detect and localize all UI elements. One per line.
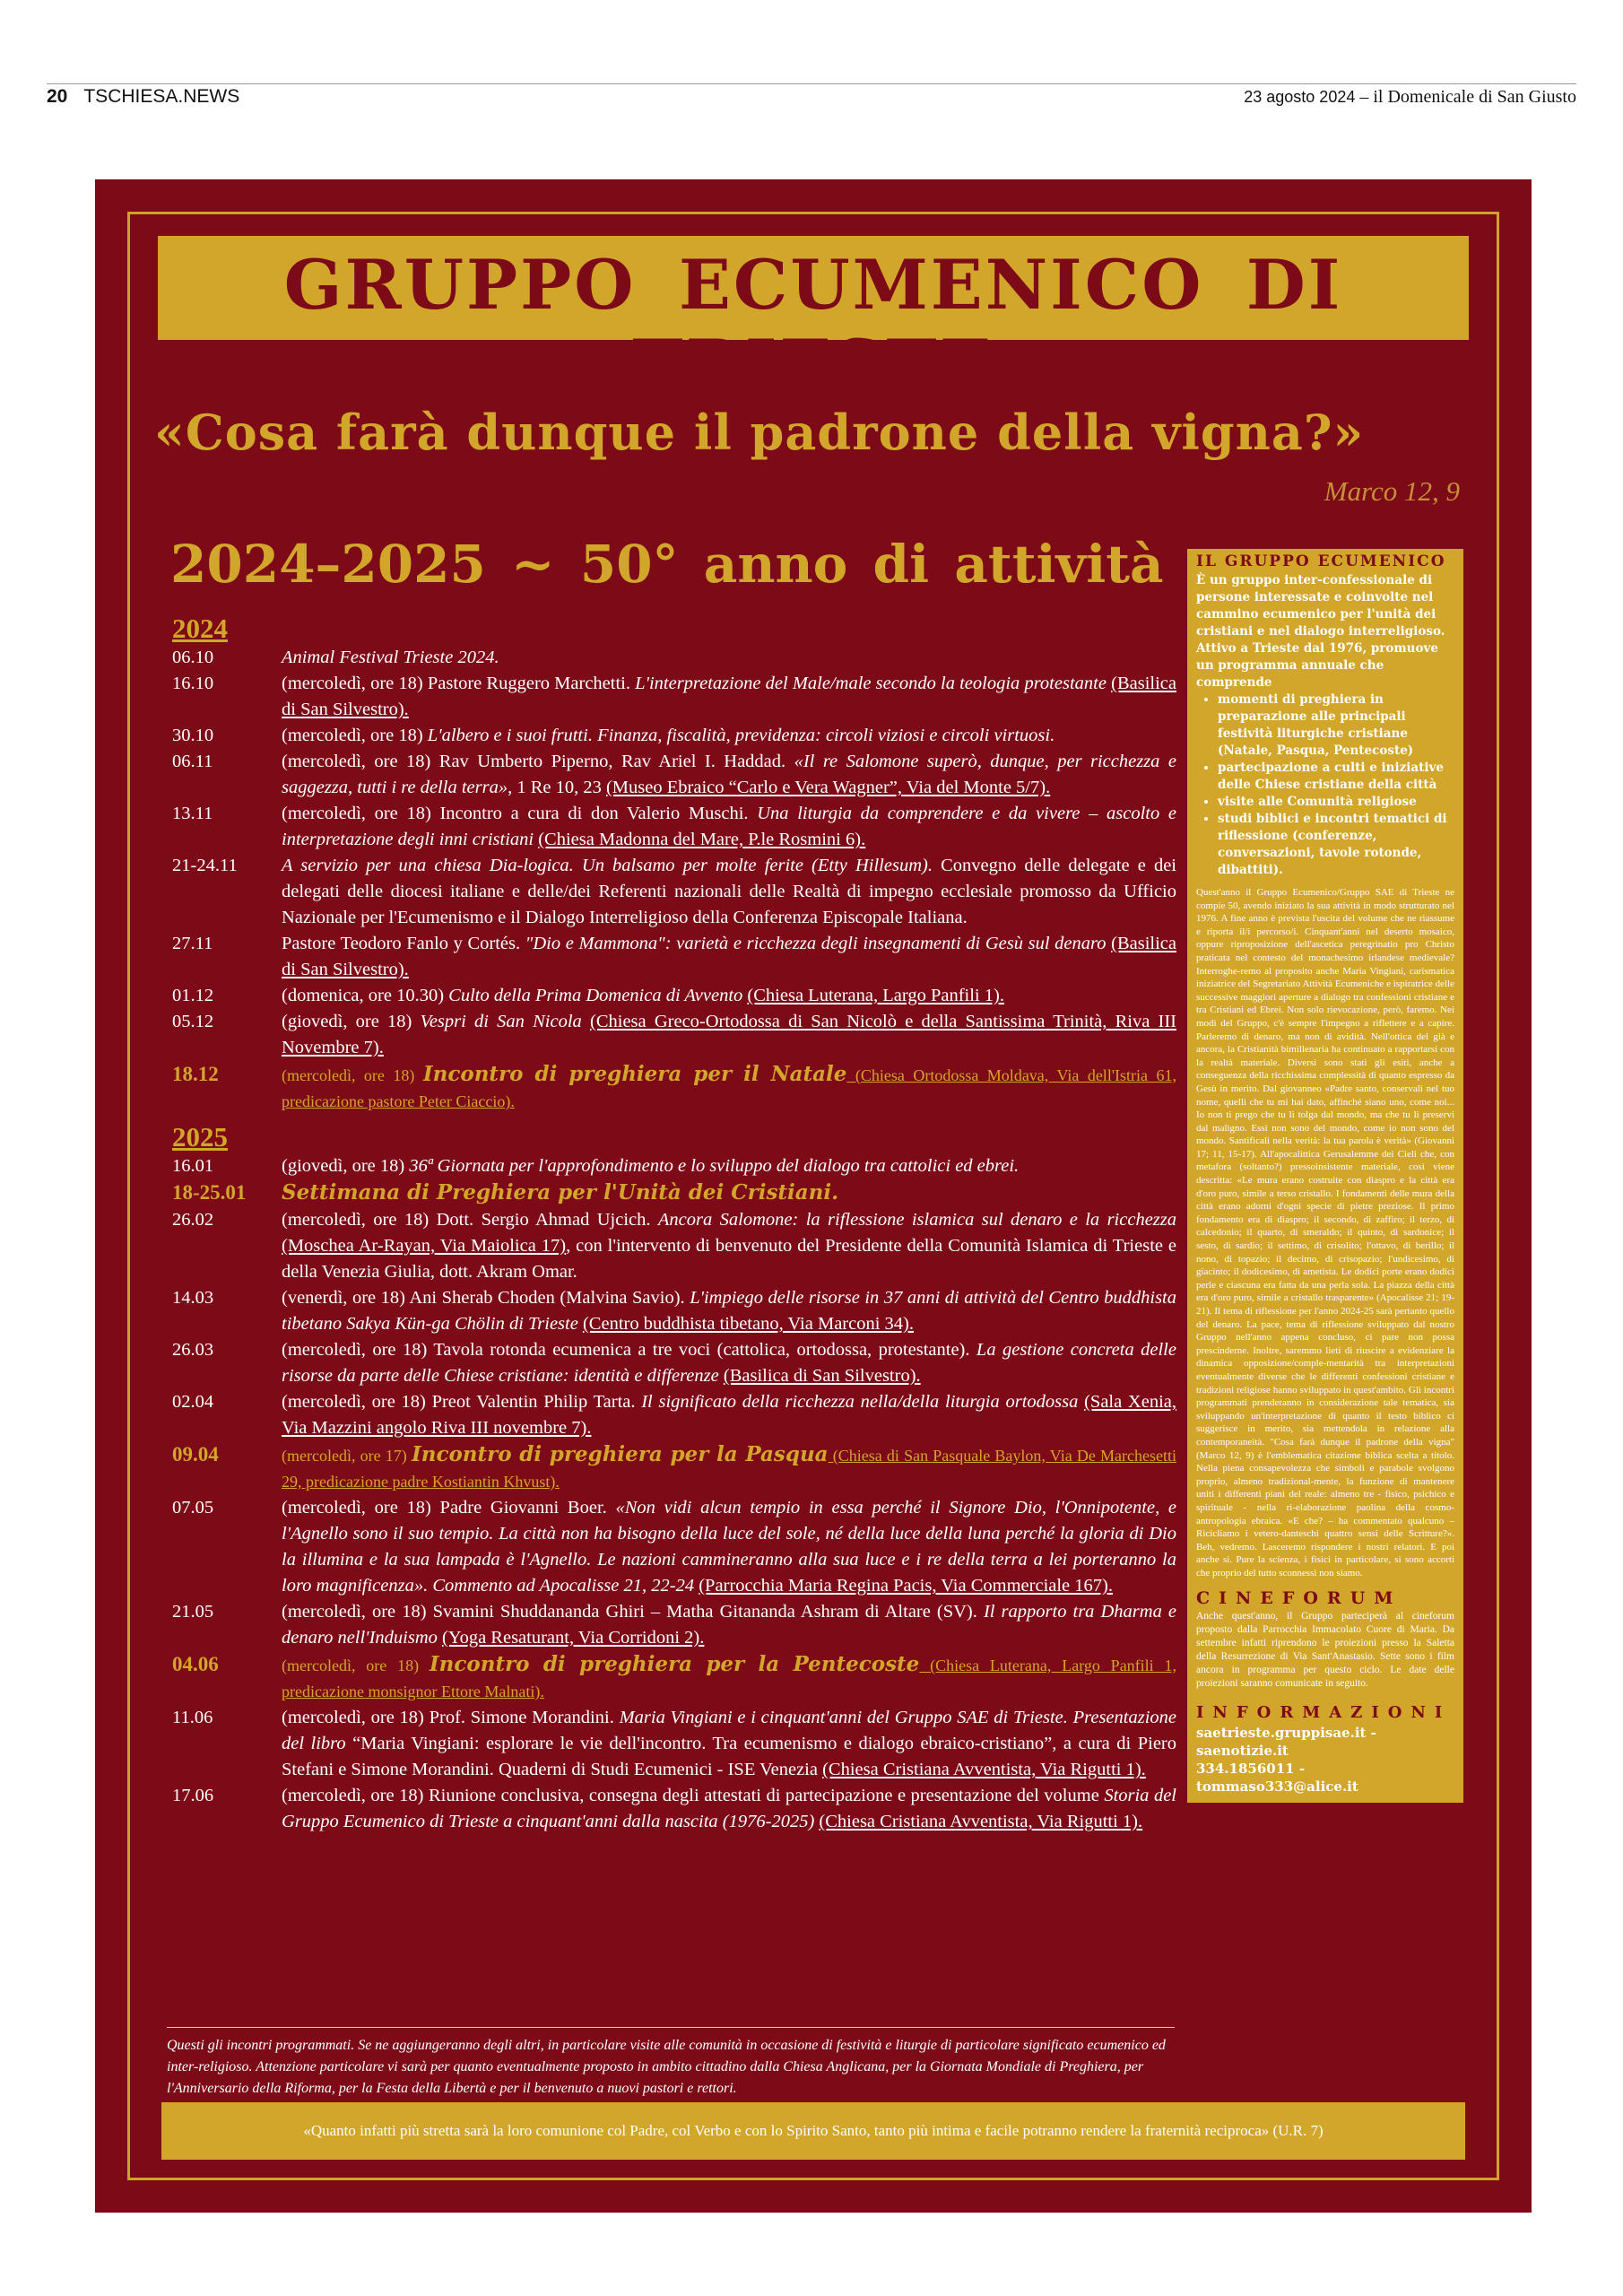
event-text: (mercoledì, ore 18) Preot Valentin Philip Tarta. — [282, 1392, 642, 1412]
issue-date: 23 agosto 2024 — [1244, 88, 1356, 106]
list-item — [172, 1599, 1176, 1651]
event-title: "Dio e Mammona": varietà e ricchezza degli insegnamenti di Gesù sul denaro — [525, 934, 1107, 953]
poster-quote: «Cosa farà dunque il padrone della vigna?» — [154, 404, 1365, 461]
list-item — [172, 645, 1176, 671]
event-description — [282, 723, 1176, 749]
event-date: 18.12 — [172, 1063, 219, 1085]
event-time: (mercoledì, ore 17) — [282, 1447, 412, 1465]
event-text: (mercoledì, ore 18) Tavola rotonda ecumenica a tre voci (cattolica, ortodossa, protestante). — [282, 1340, 976, 1360]
event-location: (Parrocchia Maria Regina Pacis, Via Commerciale 167). — [699, 1576, 1113, 1596]
event-description — [282, 1207, 1176, 1285]
event-location: (Basilica di San Silvestro). — [723, 1366, 921, 1386]
sidebar — [1187, 549, 1463, 1803]
year-heading-2025: 2025 — [172, 1121, 228, 1152]
event-title: L'impiego delle risorse in 37 anni di attività del Centro buddhista tibetano Sakya Kün-ga Chölin di Trieste — [282, 1288, 1177, 1334]
event-time: (mercoledì, ore 18) — [282, 1066, 423, 1084]
info-heading: INFORMAZIONI — [1196, 1703, 1452, 1723]
list-item — [172, 1337, 1176, 1389]
event-title: «Non vidi alcun tempio in essa perché il Signore Dio, l'Onnipotente, e l'Agnello sono il suo tempio. La città non ha bisogno della luce del sole, né della luce della luna perché la gloria di Dio la illumina e la sua lampada è l'Agnello. Le nazioni cammineranno alla sua luce e i re della terra a lei porteranno la loro magnificenza». Commento ad Apocalisse 21, 22-24 — [282, 1498, 1177, 1596]
event-description — [282, 671, 1176, 723]
event-text: (mercoledì, ore 18) Svamini Shuddananda Ghiri – Matha Gitananda Ashram di Altare (SV). — [282, 1602, 984, 1622]
event-description — [282, 1495, 1176, 1599]
event-description — [282, 853, 1176, 931]
event-text: (domenica, ore 10.30) — [282, 986, 449, 1005]
list-item — [172, 1495, 1176, 1599]
event-text: (mercoledì, ore 18) Rav Umberto Piperno, Rav Ariel I. Haddad. — [282, 752, 794, 771]
event-title: Una liturgia da comprendere e da vivere – ascolto e interpretazione degli inni cristiani — [282, 804, 1176, 849]
event-location: (Chiesa Cristiana Avventista, Via Rigutti 1). — [819, 1812, 1143, 1831]
highlight-event-pentecost — [172, 1651, 1176, 1705]
event-date: 16.01 — [172, 1156, 214, 1176]
event-text — [582, 1012, 590, 1031]
cineforum-heading: CINEFORUM — [1196, 1588, 1402, 1609]
event-text: (mercoledì, ore 18) Incontro a cura di don Valerio Muschi. — [282, 804, 758, 823]
event-text: , 1 Re 10, 23 — [508, 778, 606, 797]
event-date: 06.10 — [172, 648, 214, 667]
event-location: (Basilica di San Silvestro). — [282, 934, 1177, 979]
event-text: (mercoledì, ore 18) Padre Giovanni Boer. — [282, 1498, 616, 1518]
cineforum-body: Anche quest'anno, il Gruppo parteciperà al cineforum proposto dalla Parrocchia Immacolato Cuore di Maria. Da settembre infatti riprendono le proiezioni presso la Saletta della Resurrezione di Via Sant'Anastasio. Sette sono i film ancora in programma per questo ciclo. Le date delle proiezioni saranno comunicate in seguito. — [1196, 1611, 1454, 1690]
event-text: (mercoledì, ore 18) — [282, 726, 428, 745]
event-text: , con l'intervento di benvenuto del Presidente della Comunità Islamica di Trieste e della Venezia Giulia, dott. Akram Omar. — [282, 1236, 1176, 1282]
publication-name: – il Domenicale di San Giusto — [1359, 87, 1576, 107]
list-item — [172, 1285, 1176, 1337]
sidebar-intro — [1187, 570, 1463, 883]
event-title: Culto della Prima Domenica di Avvento — [448, 986, 743, 1005]
event-location: (Museo Ebraico “Carlo e Vera Wagner”, Via del Monte 5/7). — [605, 778, 1051, 797]
event-text: (mercoledì, ore 18) Dott. Sergio Ahmad Ujcich. — [282, 1210, 658, 1230]
event-date: 21-24.11 — [172, 856, 238, 875]
event-date: 07.05 — [172, 1498, 214, 1518]
list-item — [172, 723, 1176, 749]
page-number: 20 — [47, 86, 68, 107]
page-header-left — [47, 86, 239, 108]
event-location: (Chiesa Luterana, Largo Panfili 1, predicazione monsignor Ettore Malnati). — [282, 1657, 1176, 1700]
list-item: • momenti di preghiera in preparazione alle principali festività liturgiche cristiane (Natale, Pasqua, Pentecoste) — [1218, 691, 1454, 760]
event-date: 21.05 — [172, 1602, 214, 1622]
event-description — [282, 1389, 1176, 1441]
event-date: 04.06 — [172, 1653, 219, 1675]
poster-title: GRUPPO ECUMENICO DI TRIESTE — [283, 245, 1343, 404]
footer-quote: «Quanto infatti più stretta sarà la loro comunione col Padre, col Verbo e con lo Spirito Santo, tanto più intima e facile potranno rendere la fraternità reciproca» (U.R. 7) — [161, 2102, 1465, 2160]
event-date: 11.06 — [172, 1708, 213, 1727]
event-title: A servizio per una chiesa Dia-logica. Un balsamo per molte ferite (Etty Hillesum). — [282, 856, 933, 875]
info-phone-email: 334.1856011 - tommaso333@alice.it — [1196, 1761, 1358, 1796]
event-title: Ancora Salomone: la riflessione islamica sul denaro e la ricchezza — [657, 1210, 1177, 1230]
page-header-right — [1244, 87, 1576, 108]
event-text: Convegno delle delegate e dei delegati delle diocesi italiane e delle/dei Referenti nazionali delle Realtà di impegno ecclesiale promosso da Ufficio Nazionale per l'Ecumenismo e il Dialogo Interreligioso della Conferenza Episcopale Italiana. — [282, 856, 1176, 927]
events-2024 — [172, 645, 1176, 1061]
event-location: (Chiesa Greco-Ortodossa di San Nicolò e della Santissima Trinità, Riva III Novembre 7). — [282, 1012, 1177, 1057]
sidebar-intro-text: È un gruppo inter-confessionale di persone interessate e coinvolte nel cammino ecumenico per l'unità dei cristiani e nel dialogo interreligioso. Attivo a Trieste dal 1976, promuove un programma annuale che comprende — [1196, 573, 1445, 690]
sidebar-heading: IL GRUPPO ECUMENICO — [1196, 552, 1446, 570]
year-heading-2024: 2024 — [172, 613, 228, 644]
sidebar-body: Quest'anno il Gruppo Ecumenico/Gruppo SAE di Trieste ne compie 50, avendo iniziato la sua attività in modo strutturato nel 1976. A fine anno è prevista l'uscita del volume che ne riassume e riporta il/i percorso/i. Cinquant'anni nel deserto mosaico, oppure riproposizione dell'ascetica peregrinatio pro Christo praticata nel contesto del monachesimo irlandese medievale? Interroghe-remo al proposito anche Maria Vingiani, carismatica iniziatrice del Segretariato Attività Ecumeniche e ispiratrice delle successive maggiori aperture a dialogo tra confessioni cristiane e tra Cristiani ed Ebrei. Non solo rievocazione, però, faremo. Nei modi del Gruppo, c'è sempre l'impegno a riflettere e a capire. Parleremo di denaro, ma non di avidità. Nell'ottica del già e ancora, la Cristianità bimillenaria ha continuato a rapportarsi con la realtà materiale. Diversi sono stati gli esiti, anche a conseguenza della ricchissima complessità di quanto espresso da Gesù in merito. Dal giovanneo «Padre santo, conservali nel tuo nome, quelli che tu mi hai dato, affinché siano uno, come noi... Io non ti prego che tu li tolga dal mondo, ma che tu li preservi dal maligno. Essi non sono del mondo, come io non sono del mondo. Santificali nella verità: la tua parola è verità» (Giovanni 17; 11, 15-17). All'apocalittica Gerusalemme dei Cieli che, con metafora (soltanto?) pressoinsistente materiale, così viene descritta: «Le mura erano costruite con diaspro e la città era d'oro puro, simile a terso cristallo. I fondamenti delle mura della città erano adorni d'ogni specie di pietre preziose. Il primo fondamento era di diaspro; il secondo, di zaffiro; il terzo, di calcedonio; il quarto, di smeraldo; il quinto, di sardonice; il sesto, di sardio; il settimo, di crisolito; l'ottavo, di berillo; il nono, di topazio; il decimo, di crisopazio; l'undicesimo, di giacinto; il dodicesimo, di ametista. Le dodici porte erano dodici perle e ciascuna era fatta da una perla sola. La piazza della città era d'oro puro, simile a cristallo trasparente» (Apocalisse 21; 19-21). Il tema di riflessione per l'anno 2024-25 sarà pertanto quello del denaro. La pace, tema di riflessione sviluppato dal nostro Gruppo nell'anno appena concluso, ci pare non possa prescinderne. Inoltre, saremmo lieti di riuscire a evidenziare la dinamica opposizione/comple-mentarità tra interpretazioni eventualmente diverse che le differenti confessioni cristiane e tradizioni religiose hanno sviluppato in quest'ambito. Gli incontri programmati prenderanno in considerazione tale tematica, sia sviluppando un'interpretazione di quanto il testo biblico ci suggerisce in merito, sia mettendola in relazione alla contemporaneità. "Cosa farà dunque il padrone della vigna" (Marco 12, 9) è l'emblematica citazione biblica scelta a titolo. Nella piena consapevolezza che simboli e parabole svolgono proprio, almeno tradizional-mente, la funzione di mantenere uniti i differenti piani del reale: almeno tre - fisico, psichico e spirituale - nella ri-elaborazione paolina della cosmo-antropologia ebraica. «E che? – ha commentato qualcuno – Ricicliamo i vetero-danteschi quattro sensi delle Scritture?». Beh, vedremo. Lasceremo rispondere i nostri relatori. E poi anche sì. Pure la scienza, i fisici in particolare, si sono accorti che proprio del tutto sconnessi non siamo. — [1196, 887, 1454, 1578]
event-title: Il rapporto tra Dharma e denaro nell'Induismo — [282, 1602, 1176, 1648]
event-title: Settimana di Preghiera per l'Unità dei Cristiani. — [282, 1180, 839, 1205]
event-location: (Moschea Ar-Rayan, Via Maiolica 17) — [282, 1236, 567, 1256]
event-title: La gestione concreta delle risorse da parte delle Chiese cristiane: identità e differenze — [282, 1340, 1176, 1386]
title-box — [158, 236, 1469, 404]
event-title: Vespri di San Nicola — [420, 1012, 582, 1031]
event-date: 01.12 — [172, 986, 214, 1005]
event-date: 26.03 — [172, 1340, 214, 1360]
event-location: (Chiesa di San Pasquale Baylon, Via De Marchesetti 29, predicazione padre Kostiantin Khvust). — [282, 1447, 1176, 1491]
event-description — [282, 645, 1176, 671]
list-item — [172, 983, 1176, 1009]
events-2025-d — [172, 1705, 1176, 1835]
event-location: (Centro buddhista tibetano, Via Marconi 34). — [582, 1314, 914, 1334]
list-item — [172, 931, 1176, 983]
program-list — [172, 610, 1176, 1835]
event-description — [282, 1285, 1176, 1337]
event-date: 06.11 — [172, 752, 213, 771]
event-text: Pastore Teodoro Fanlo y Cortés. — [282, 934, 525, 953]
event-title: L'interpretazione del Male/male secondo la teologia protestante — [635, 674, 1107, 693]
event-date: 09.04 — [172, 1443, 219, 1465]
event-description — [282, 1783, 1176, 1835]
poster — [95, 179, 1532, 2213]
event-title: 36ª Giornata per l'approfondimento e lo sviluppo del dialogo tra cattolici ed ebrei. — [409, 1156, 1020, 1176]
event-location: (Yoga Resaturant, Via Corridoni 2). — [442, 1628, 705, 1648]
event-date: 13.11 — [172, 804, 213, 823]
list-item — [172, 1207, 1176, 1285]
event-title: Maria Vingiani e i cinquant'anni del Gruppo SAE di Trieste. Presentazione del libro — [282, 1708, 1176, 1753]
event-location: (Chiesa Ortodossa Moldava, Via dell'Istria 61, predicazione pastore Peter Ciaccio). — [282, 1066, 1177, 1110]
event-date: 26.02 — [172, 1210, 214, 1230]
event-date: 27.11 — [172, 934, 213, 953]
event-description — [282, 749, 1176, 801]
info-contacts — [1187, 1722, 1463, 1803]
event-location: (Chiesa Luterana, Largo Panfili 1). — [747, 986, 1004, 1005]
list-item — [172, 801, 1176, 853]
list-item — [172, 671, 1176, 723]
event-description — [282, 1705, 1176, 1783]
event-text: (mercoledì, ore 18) Pastore Ruggero Marchetti. — [282, 674, 636, 693]
event-title: Incontro di preghiera per il Natale — [422, 1062, 847, 1086]
events-2025-a — [172, 1153, 1176, 1207]
event-text: (mercoledì, ore 18) Riunione conclusiva, consegna degli attestati di partecipazione e presentazione del volume — [282, 1786, 1105, 1805]
event-date: 02.04 — [172, 1392, 214, 1412]
events-2025-c — [172, 1495, 1176, 1651]
highlight-event-easter — [172, 1441, 1176, 1495]
list-item — [172, 749, 1176, 801]
site-name: TSCHIESA.NEWS — [83, 86, 240, 107]
event-location: (Chiesa Cristiana Avventista, Via Rigutti 1). — [822, 1760, 1146, 1779]
highlight-event-unity-week — [172, 1179, 1176, 1207]
event-text: (mercoledì, ore 18) Prof. Simone Morandini. — [282, 1708, 620, 1727]
event-date: 17.06 — [172, 1786, 214, 1805]
quote-reference: Marco 12, 9 — [1324, 475, 1460, 507]
event-description — [282, 801, 1176, 853]
event-date: 18-25.01 — [172, 1181, 247, 1204]
event-date: 30.10 — [172, 726, 214, 745]
list-item — [172, 1009, 1176, 1061]
header-rule — [47, 83, 1576, 84]
event-title: Storia del Gruppo Ecumenico di Trieste a cinquant'anni dalla nascita (1976-2025) — [282, 1786, 1176, 1831]
event-date: 16.10 — [172, 674, 214, 693]
event-text: (venerdì, ore 18) Ani Sherab Choden (Malvina Savio). — [282, 1288, 690, 1308]
event-date: 05.12 — [172, 1012, 214, 1031]
events-2025-b — [172, 1207, 1176, 1441]
list-item: • visite alle Comunità religiose — [1218, 794, 1454, 811]
event-description — [282, 1009, 1176, 1061]
list-item: • studi biblici e incontri tematici di riflessione (conferenze, conversazioni, tavole rotonde, dibattiti). — [1218, 811, 1454, 879]
event-title: L'albero e i suoi frutti. Finanza, fiscalità, previdenza: circoli viziosi e circoli virtuosi. — [427, 726, 1055, 745]
event-description — [282, 1153, 1176, 1179]
event-title: Animal Festival Trieste 2024. — [282, 648, 499, 667]
event-title: Incontro di preghiera per la Pentecoste — [429, 1652, 920, 1676]
event-description — [282, 1599, 1176, 1651]
sidebar-bullets — [1196, 691, 1454, 879]
list-item — [172, 1389, 1176, 1441]
event-text: “Maria Vingiani: esplorare le vie dell'incontro. Tra ecumenismo e dialogo ebraico-cristiano”, a cura di Piero Stefani e Simone Morandini. Quaderni di Studi Ecumenici - ISE Venezia — [282, 1734, 1176, 1779]
event-description — [282, 931, 1176, 983]
event-text: (giovedì, ore 18) — [282, 1156, 410, 1176]
event-title: Incontro di preghiera per la Pasqua — [411, 1442, 829, 1466]
event-location: (Chiesa Madonna del Mare, P.le Rosmini 6). — [538, 830, 866, 849]
event-title: Il significato della ricchezza nella/della liturgia ortodossa — [641, 1392, 1079, 1412]
info-websites: saetrieste.gruppisae.it - saenotizie.it — [1196, 1725, 1376, 1760]
list-item — [172, 1783, 1176, 1835]
event-description — [282, 1337, 1176, 1389]
highlight-event-christmas — [172, 1061, 1176, 1115]
event-description — [282, 983, 1176, 1009]
list-item — [172, 853, 1176, 931]
event-time: (mercoledì, ore 18) — [282, 1657, 430, 1674]
event-title: «Il re Salomone superò, dunque, per ricchezza e saggezza, tutti i re della terra» — [282, 752, 1176, 797]
event-date: 14.03 — [172, 1288, 214, 1308]
event-text: (giovedì, ore 18) — [282, 1012, 421, 1031]
headline: 2024–2025 ~ 50° anno di attività — [170, 534, 1164, 595]
program-note: Questi gli incontri programmati. Se ne aggiungeranno degli altri, in particolare visite alle comunità in occasione di festività e liturgie di particolare significato ecumenico ed inter-religioso. Attenzione particolare vi sarà per quanto eventualmente proposto in ambito cittadino dalla Chiesa Anglicana, per la Giornata Mondiale di Preghiera, per l'Anniversario della Riforma, per la Festa della Libertà e per il benvenuto a nuovi pastori e rettori. — [167, 2027, 1175, 2100]
list-item — [172, 1153, 1176, 1179]
list-item: • partecipazione a culti e iniziative delle Chiese cristiane della città — [1218, 760, 1454, 794]
event-location: (Sala Xenia, Via Mazzini angolo Riva III novembre 7). — [282, 1392, 1177, 1438]
list-item — [172, 1705, 1176, 1783]
event-location: (Basilica di San Silvestro). — [282, 674, 1176, 719]
